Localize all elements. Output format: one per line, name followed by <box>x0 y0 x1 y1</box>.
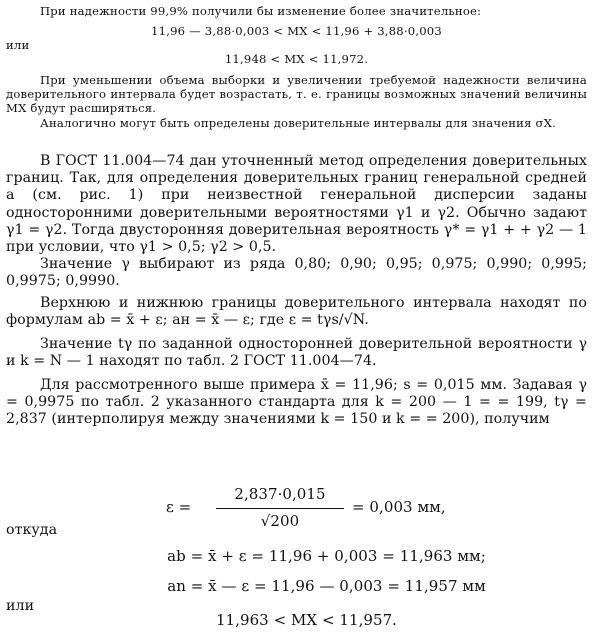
formula-epsilon-rhs: = 0,003 мм, <box>352 498 446 516</box>
paragraph-bounds-formulas: Верхнюю и нижнюю границы доверительного интервала находят по формулам ab = x̄ + ε; aн = x̄ — ε; где ε = tγs/√N. <box>6 295 587 329</box>
paragraph-gamma-series: Значение γ выбирают из ряда 0,80; 0,90; 0,95; 0,975; 0,990; 0,995; 0,9975; 0,9990. <box>6 256 587 290</box>
word-ili: или <box>6 598 35 614</box>
formula-upper-bound: ab = x̄ + ε = 11,96 + 0,003 = 11,963 мм; <box>167 547 486 565</box>
formula-final-interval: 11,963 < MX < 11,957. <box>215 611 398 629</box>
formula-epsilon-denominator: √200 <box>260 512 300 530</box>
small-paragraph-sigma: Аналогично могут быть определены доверительные интервалы для значения σX. <box>40 116 556 130</box>
paragraph-t-gamma: Значение tγ по заданной односторонней доверительной вероятности γ и k = N — 1 находят по табл. 2 ГОСТ 11.004—74. <box>6 336 587 370</box>
formula-epsilon-numerator: 2,837·0,015 <box>234 485 326 503</box>
word-otkuda: откуда <box>6 522 58 538</box>
paragraph-example: Для рассмотренного выше примера x̄ = 11,96; s = 0,015 мм. Задавая γ = 0,9975 по табл. 2 указанного стандарта для k = 200 — 1 = = 199, tγ = 2,837 (интерполируя между значениями k = 150 и k = = 200), получим <box>6 377 587 428</box>
formula-interval-2: 11,948 < MX < 11,972. <box>224 52 369 66</box>
formula-epsilon-lhs: ε = <box>166 498 192 516</box>
paragraph-gost-method: В ГОСТ 11.004—74 дан уточненный метод определения доверительных границ. Так, для определения доверительных границ генеральной средней a (см. рис. 1) при неизвестной генеральной дисперсии заданы односторонними доверительными вероятностями γ1 и γ2. Обычно задают γ1 = γ2. Тогда двусторонняя доверительная вероятность γ* = γ1 + + γ2 — 1 при условии, что γ1 > 0,5; γ2 > 0,5. <box>6 153 587 256</box>
word-or-1: или <box>6 38 30 52</box>
fraction-bar <box>216 508 344 509</box>
small-paragraph-sample-size: При уменьшении объема выборки и увеличении требуемой надежности величина доверительного интервала будет возрастать, т. е. границы возможных значений величины MX будут расширяться. <box>6 73 587 115</box>
formula-lower-bound: an = x̄ — ε = 11,96 — 0,003 = 11,957 мм <box>167 577 486 595</box>
small-line-reliability: При надежности 99,9% получили бы изменение более значительное: <box>40 4 482 18</box>
formula-interval-1: 11,96 — 3,88·0,003 < MX < 11,96 + 3,88·0,003 <box>151 24 442 38</box>
